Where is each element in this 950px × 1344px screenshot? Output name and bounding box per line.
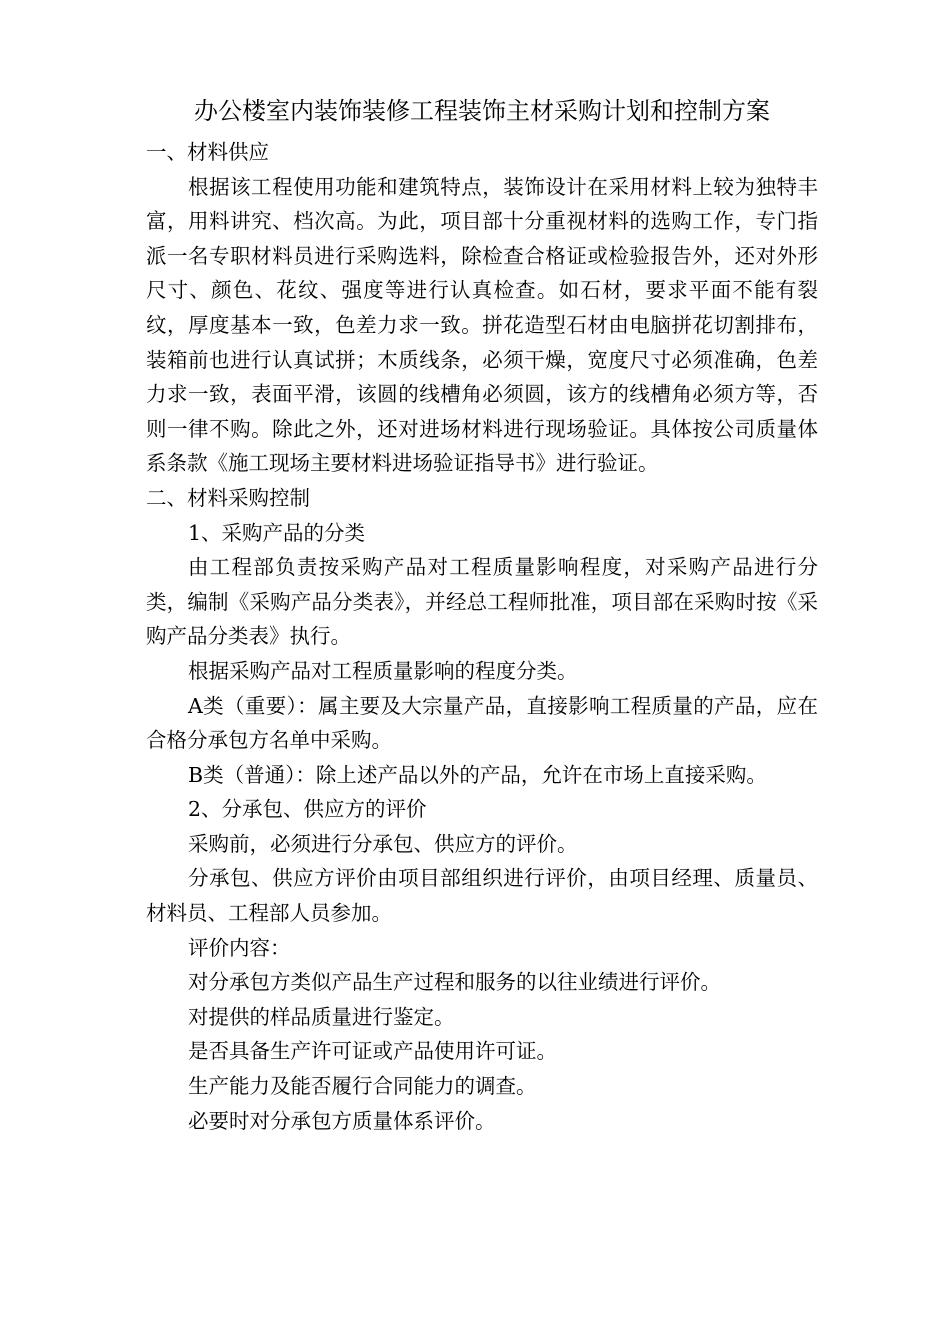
subheading-supplier-evaluation: 2、分承包、供应方的评价 <box>188 797 427 822</box>
document-body <box>146 91 818 1138</box>
paragraph-evaluation-organizer: 分承包、供应方评价由项目部组织进行评价，由项目经理、质量员、材料员、工程部人员参加。 <box>146 866 818 926</box>
paragraph-evaluation-item-samples: 对提供的样品质量进行鉴定。 <box>188 1004 455 1029</box>
paragraph-evaluation-before-purchase: 采购前，必须进行分承包、供应方的评价。 <box>188 831 578 856</box>
paragraph-evaluation-item-quality-system: 必要时对分承包方质量体系评价。 <box>188 1108 496 1133</box>
paragraph-material-supply: 根据该工程使用功能和建筑特点，装饰设计在采用材料上较为独特丰富，用料讲究、档次高。为此，项目部十分重视材料的选购工作，专门指派一名专职材料员进行采购选料，除检查合格证或检验报告外，还对外形尺寸、颜色、花纹、强度等进行认真检查。如石材，要求平面不能有裂纹，厚度基本一致，色差力求一致。拼花造型石材由电脑拼花切割排布，装箱前也进行认真试拼；木质线条，必须干燥，宽度尺寸必须准确，色差力求一致，表面平滑，该圆的线槽角必须圆，该方的线槽角必须方等，否则一律不购。除此之外，还对进场材料进行现场验证。具体按公司质量体系条款《施工现场主要材料进场验证指导书》进行验证。 <box>146 174 818 476</box>
document-title: 办公楼室内装饰装修工程装饰主材采购计划和控制方案 <box>194 97 770 125</box>
section-heading-material-supply: 一、材料供应 <box>146 140 269 164</box>
paragraph-classification-intro: 由工程部负责按采购产品对工程质量影响程度，对采购产品进行分类，编制《采购产品分类表》，并经总工程师批准，项目部在采购时按《采购产品分类表》执行。 <box>146 555 818 649</box>
section-heading-procurement-control: 二、材料采购控制 <box>146 485 310 510</box>
paragraph-class-b: B类（普通）：除上述产品以外的产品，允许在市场上直接采购。 <box>188 762 767 787</box>
paragraph-evaluation-content-label: 评价内容： <box>188 935 291 960</box>
paragraph-evaluation-item-performance: 对分承包方类似产品生产过程和服务的以往业绩进行评价。 <box>188 970 721 995</box>
paragraph-classification-basis: 根据采购产品对工程质量影响的程度分类。 <box>188 658 578 683</box>
paragraph-evaluation-item-capacity: 生产能力及能否履行合同能力的调查。 <box>188 1074 537 1099</box>
paragraph-evaluation-item-license: 是否具备生产许可证或产品使用许可证。 <box>188 1039 557 1064</box>
subheading-product-classification: 1、采购产品的分类 <box>188 520 366 545</box>
paragraph-class-a: A类（重要）：属主要及大宗量产品，直接影响工程质量的产品，应在合格分承包方名单中采购。 <box>146 693 818 753</box>
